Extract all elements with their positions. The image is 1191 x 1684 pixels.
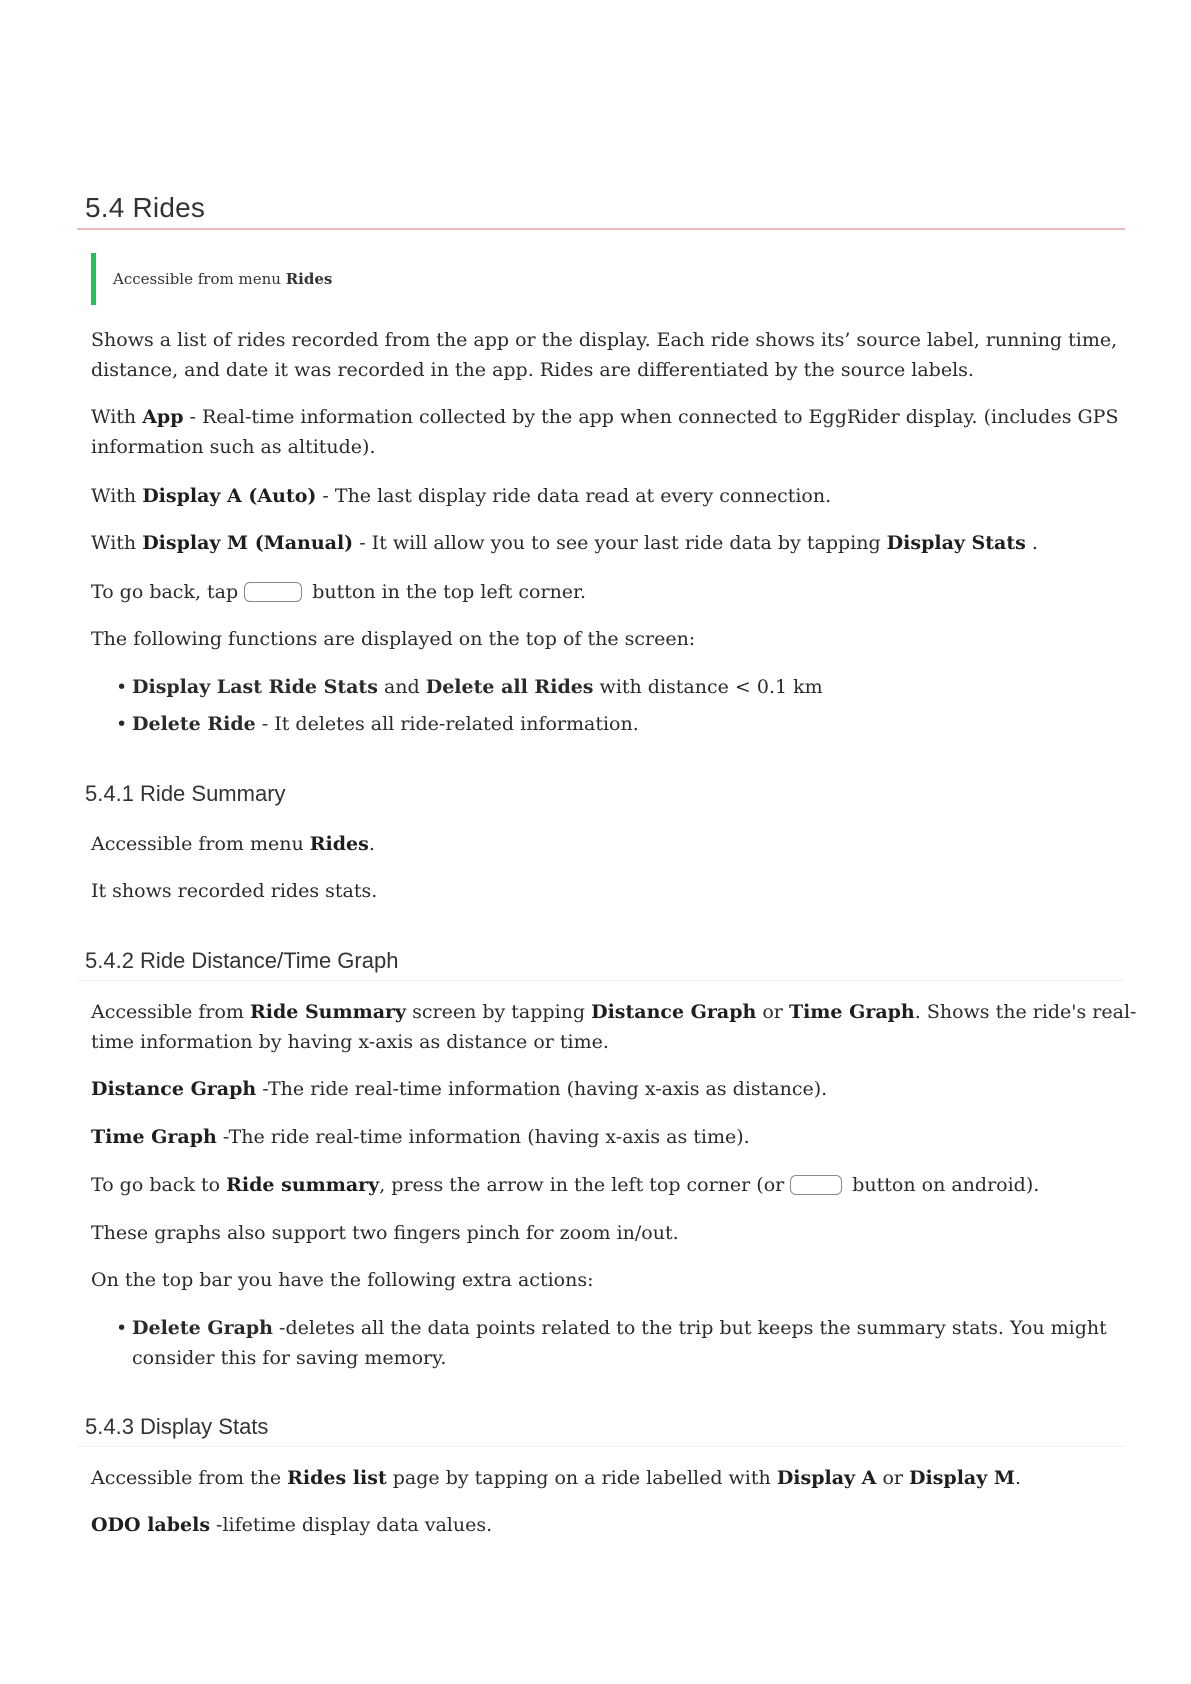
ride-summary-access-line <box>91 829 1111 859</box>
back-button-image <box>244 582 302 602</box>
display-manual-with: With <box>91 532 143 554</box>
time-graph-label: Time Graph <box>91 1126 217 1148</box>
go-back-prefix: To go back, tap <box>91 581 239 603</box>
list-item-connector: and <box>377 676 426 698</box>
app-source-line-1 <box>91 402 1119 432</box>
display-stats-heading-divider <box>77 1446 1125 1447</box>
ride-summary-back-reference: Ride summary <box>226 1174 380 1196</box>
ride-graph-heading: 5.4.2 Ride Distance/Time Graph <box>85 948 399 973</box>
rides-intro-paragraph <box>91 325 1118 385</box>
display-manual-end: . <box>1025 532 1038 554</box>
distance-graph-paragraph <box>91 1074 1111 1104</box>
go-back-line <box>91 577 1111 607</box>
delete-ride-label: Delete Ride <box>132 713 256 735</box>
time-graph-reference: Time Graph <box>788 1001 915 1023</box>
ride-summary-description-line: It shows recorded rides stats. <box>91 880 378 902</box>
ride-summary-reference: Ride Summary <box>249 1001 407 1023</box>
display-stats-access-or: or <box>876 1467 910 1489</box>
ride-graph-heading-divider <box>77 980 1125 981</box>
display-stats-access-paragraph <box>91 1463 1111 1493</box>
graph-access-prefix: Accessible from <box>91 1001 250 1023</box>
bullet-icon: • <box>116 676 128 698</box>
list-item-condition: with distance < 0.1 km <box>593 676 823 698</box>
list-item-body <box>132 1313 1107 1373</box>
section-title-divider <box>77 228 1125 230</box>
access-note-text <box>113 269 332 289</box>
delete-graph-line-2: consider this for saving memory. <box>132 1347 447 1369</box>
display-a-reference: Display A <box>776 1467 877 1489</box>
distance-graph-line <box>91 1074 1111 1104</box>
odo-labels-paragraph <box>91 1510 1111 1540</box>
time-graph-paragraph <box>91 1122 1111 1152</box>
delete-graph-line-1 <box>132 1313 1107 1343</box>
list-item-body <box>132 672 1096 702</box>
display-stats-access-prefix: Accessible from the <box>91 1467 288 1489</box>
access-note-menu: Rides <box>285 270 333 288</box>
distance-graph-label: Distance Graph <box>91 1078 257 1100</box>
display-manual-description: - It will allow you to see your last ride data by tapping <box>353 532 887 554</box>
bullet-icon: • <box>116 1317 128 1339</box>
display-manual-paragraph <box>91 528 1111 558</box>
display-auto-label: Display A (Auto) <box>142 485 317 507</box>
graph-access-mid: screen by tapping <box>406 1001 592 1023</box>
functions-intro-paragraph <box>91 624 1111 654</box>
display-stats-heading: 5.4.3 Display Stats <box>85 1414 269 1439</box>
display-auto-paragraph <box>91 481 1111 511</box>
graph-access-end: . Shows the ride's real- <box>914 1001 1137 1023</box>
display-stats-access-line <box>91 1463 1111 1493</box>
odo-labels-description: -lifetime display data values. <box>210 1514 493 1536</box>
graph-go-back-mid: , press the arrow in the left top corner (or <box>379 1174 785 1196</box>
display-auto-description: - The last display ride data read at every connection. <box>316 485 832 507</box>
android-back-button-image <box>790 1175 842 1195</box>
graph-go-back-suffix: button on android). <box>846 1174 1040 1196</box>
functions-intro-line: The following functions are displayed on the top of the screen: <box>91 628 696 650</box>
rides-intro-line-1: Shows a list of rides recorded from the app or the display. Each ride shows its’ source label, running time, <box>91 329 1118 351</box>
extra-actions-line: On the top bar you have the following extra actions: <box>91 1269 594 1291</box>
display-last-ride-stats-label: Display Last Ride Stats <box>132 676 378 698</box>
display-stats-access-end: . <box>1014 1467 1021 1489</box>
app-source-with: With <box>91 406 143 428</box>
ride-summary-heading: 5.4.1 Ride Summary <box>85 781 286 806</box>
display-manual-line <box>91 528 1111 558</box>
ride-graph-access-paragraph <box>91 997 1137 1057</box>
app-source-line-2: information such as altitude). <box>91 436 376 458</box>
graph-go-back-prefix: To go back to <box>91 1174 227 1196</box>
ride-summary-access-end: . <box>368 833 375 855</box>
graph-go-back-paragraph <box>91 1170 1111 1200</box>
go-back-paragraph <box>91 577 1111 607</box>
time-graph-description: -The ride real-time information (having x-axis as time). <box>216 1126 750 1148</box>
list-item <box>116 1313 1107 1373</box>
pinch-zoom-paragraph <box>91 1218 1111 1248</box>
ride-summary-access-prefix: Accessible from menu <box>91 833 310 855</box>
bullet-icon: • <box>116 713 128 735</box>
ride-summary-description <box>91 876 1111 906</box>
rides-list-reference: Rides list <box>287 1467 387 1489</box>
list-item-body <box>132 709 1096 739</box>
ride-graph-access-line-1 <box>91 997 1137 1027</box>
display-manual-label: Display M (Manual) <box>142 532 354 554</box>
delete-graph-description: -deletes all the data points related to the trip but keeps the summary stats. You might <box>273 1317 1107 1339</box>
delete-graph-label: Delete Graph <box>132 1317 273 1339</box>
section-title: 5.4 Rides <box>85 192 206 223</box>
delete-all-rides-label: Delete all Rides <box>425 676 594 698</box>
app-source-paragraph <box>91 402 1119 462</box>
graph-access-or: or <box>756 1001 789 1023</box>
app-source-description: - Real-time information collected by the app when connected to EggRider display. (includes GPS <box>183 406 1119 428</box>
access-note-callout <box>91 253 1116 305</box>
display-m-reference: Display M <box>909 1467 1015 1489</box>
display-stats-reference: Display Stats <box>886 532 1026 554</box>
pinch-zoom-line: These graphs also support two fingers pinch for zoom in/out. <box>91 1222 679 1244</box>
delete-ride-description: - It deletes all ride-related information. <box>255 713 639 735</box>
display-auto-line <box>91 481 1111 511</box>
ride-summary-access-menu: Rides <box>309 833 369 855</box>
odo-labels-label: ODO labels <box>91 1514 211 1536</box>
ride-summary-access-paragraph <box>91 829 1111 859</box>
rides-intro-line-2: distance, and date it was recorded in the app. Rides are differentiated by the source labels. <box>91 359 974 381</box>
go-back-suffix: button in the top left corner. <box>306 581 587 603</box>
access-note-prefix: Accessible from menu <box>113 270 286 288</box>
distance-graph-reference: Distance Graph <box>591 1001 757 1023</box>
time-graph-line <box>91 1122 1111 1152</box>
ride-graph-access-line-2: time information by having x-axis as distance or time. <box>91 1031 609 1053</box>
distance-graph-description: -The ride real-time information (having x-axis as distance). <box>256 1078 828 1100</box>
extra-actions-paragraph <box>91 1265 1111 1295</box>
odo-labels-line <box>91 1510 1111 1540</box>
display-auto-with: With <box>91 485 143 507</box>
display-stats-access-mid: page by tapping on a ride labelled with <box>386 1467 777 1489</box>
graph-go-back-line <box>91 1170 1111 1200</box>
app-source-label: App <box>142 406 184 428</box>
